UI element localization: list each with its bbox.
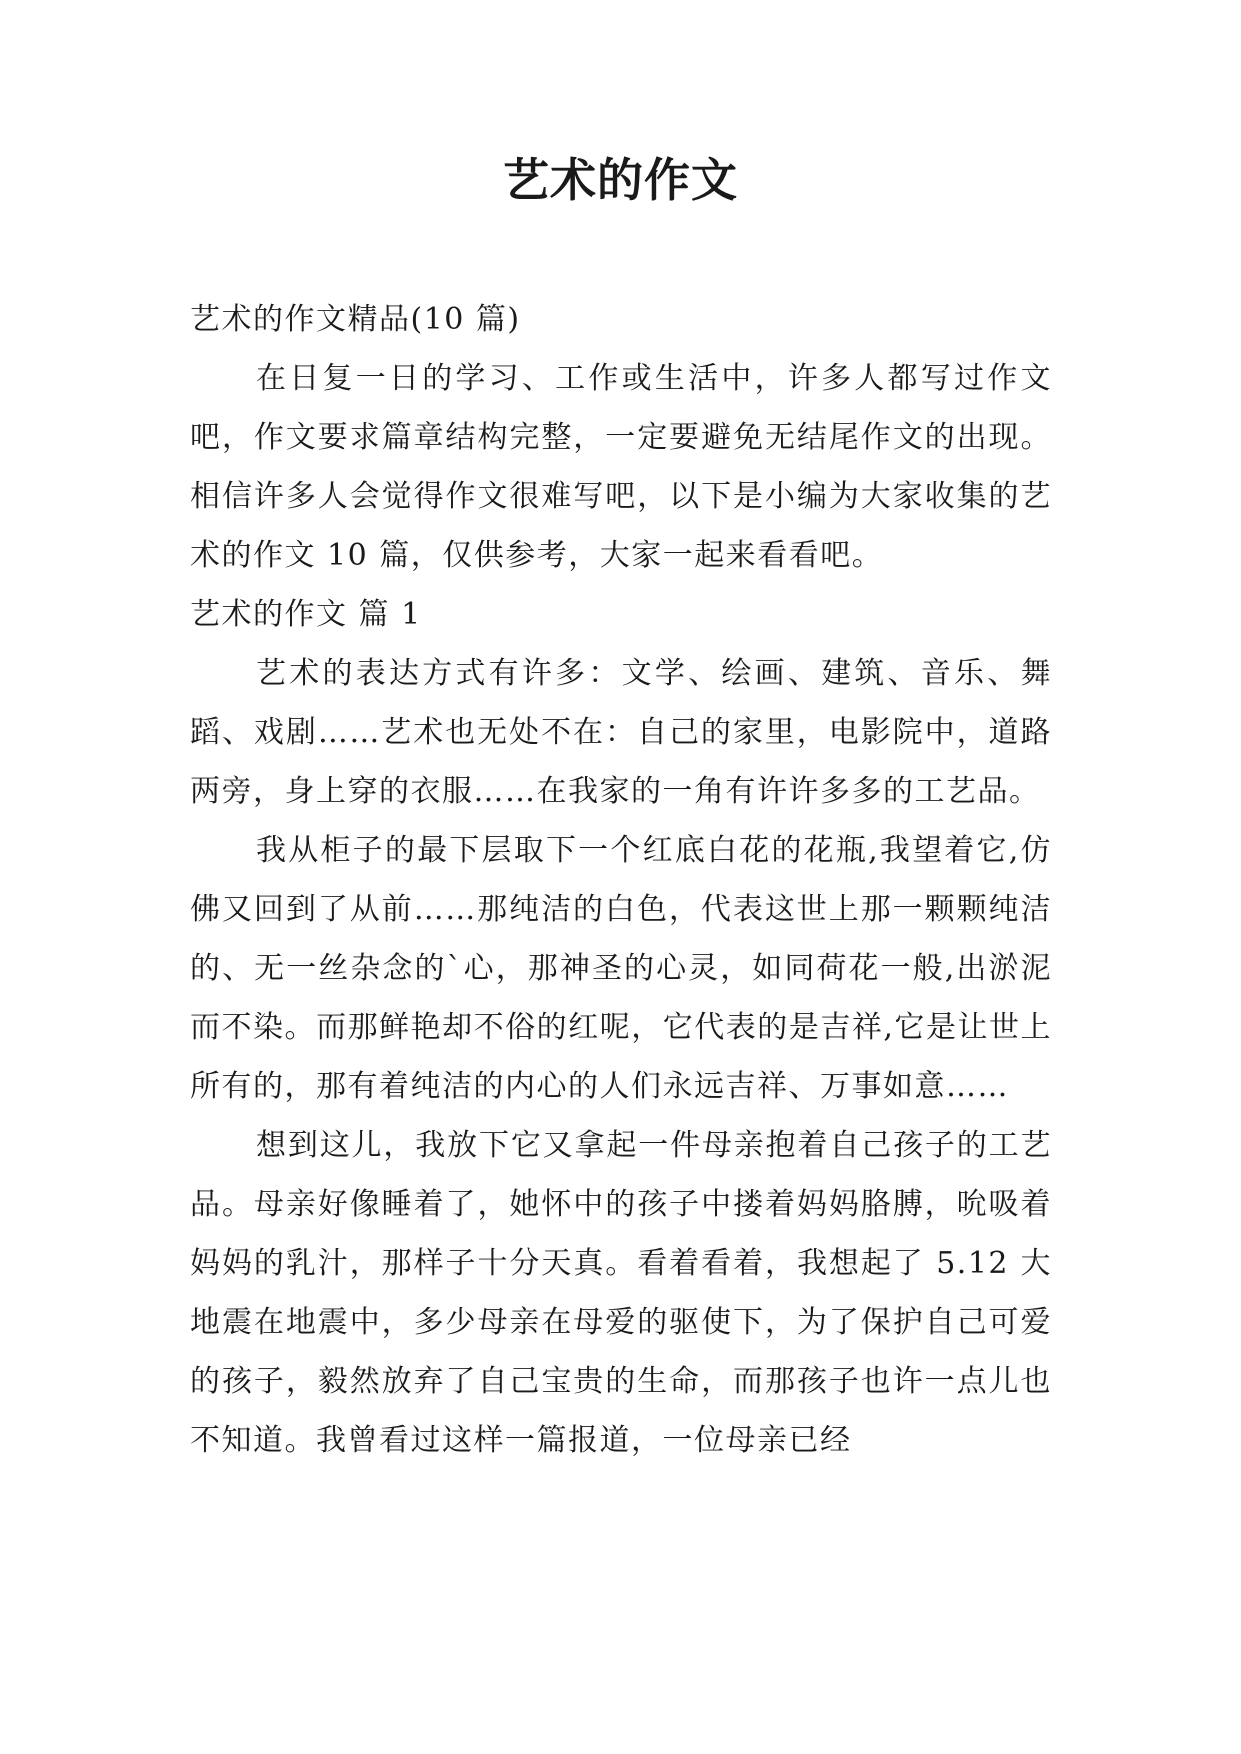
document-body xyxy=(190,290,1052,1470)
document-title: 艺术的作文 xyxy=(503,153,738,207)
paragraph: 我从柜子的最下层取下一个红底白花的花瓶,我望着它,仿佛又回到了从前……那纯洁的白色，代表这世上那一颗颗纯洁的、无一丝杂念的`心，那神圣的心灵，如同荷花一般,出淤泥而不染。而那鲜艳却不俗的红呢，它代表的是吉祥,它是让世上所有的，那有着纯洁的内心的人们永远吉祥、万事如意…… xyxy=(190,833,1052,1104)
paragraph: 想到这儿，我放下它又拿起一件母亲抱着自己孩子的工艺品。母亲好像睡着了，她怀中的孩子中搂着妈妈胳膊，吮吸着妈妈的乳汁，那样子十分天真。看着看着，我想起了 5.12 大地震在地震中，多少母亲在母爱的驱使下，为了保护自己可爱的孩子，毅然放弃了自己宝贵的生命，而那孩子也许一点儿也不知道。我曾看过这样一篇报道，一位母亲已经 xyxy=(190,1128,1052,1458)
collection-heading: 艺术的作文精品(10 篇) xyxy=(190,302,521,337)
section-heading-1: 艺术的作文 篇 1 xyxy=(190,597,422,632)
paragraph: 艺术的表达方式有许多：文学、绘画、建筑、音乐、舞蹈、戏剧……艺术也无处不在：自己的家里，电影院中，道路两旁，身上穿的衣服……在我家的一角有许许多多的工艺品。 xyxy=(190,656,1052,809)
intro-paragraph: 在日复一日的学习、工作或生活中，许多人都写过作文吧，作文要求篇章结构完整，一定要避免无结尾作文的出现。相信许多人会觉得作文很难写吧，以下是小编为大家收集的艺术的作文 10 篇，仅供参考，大家一起来看看吧。 xyxy=(190,361,1052,573)
